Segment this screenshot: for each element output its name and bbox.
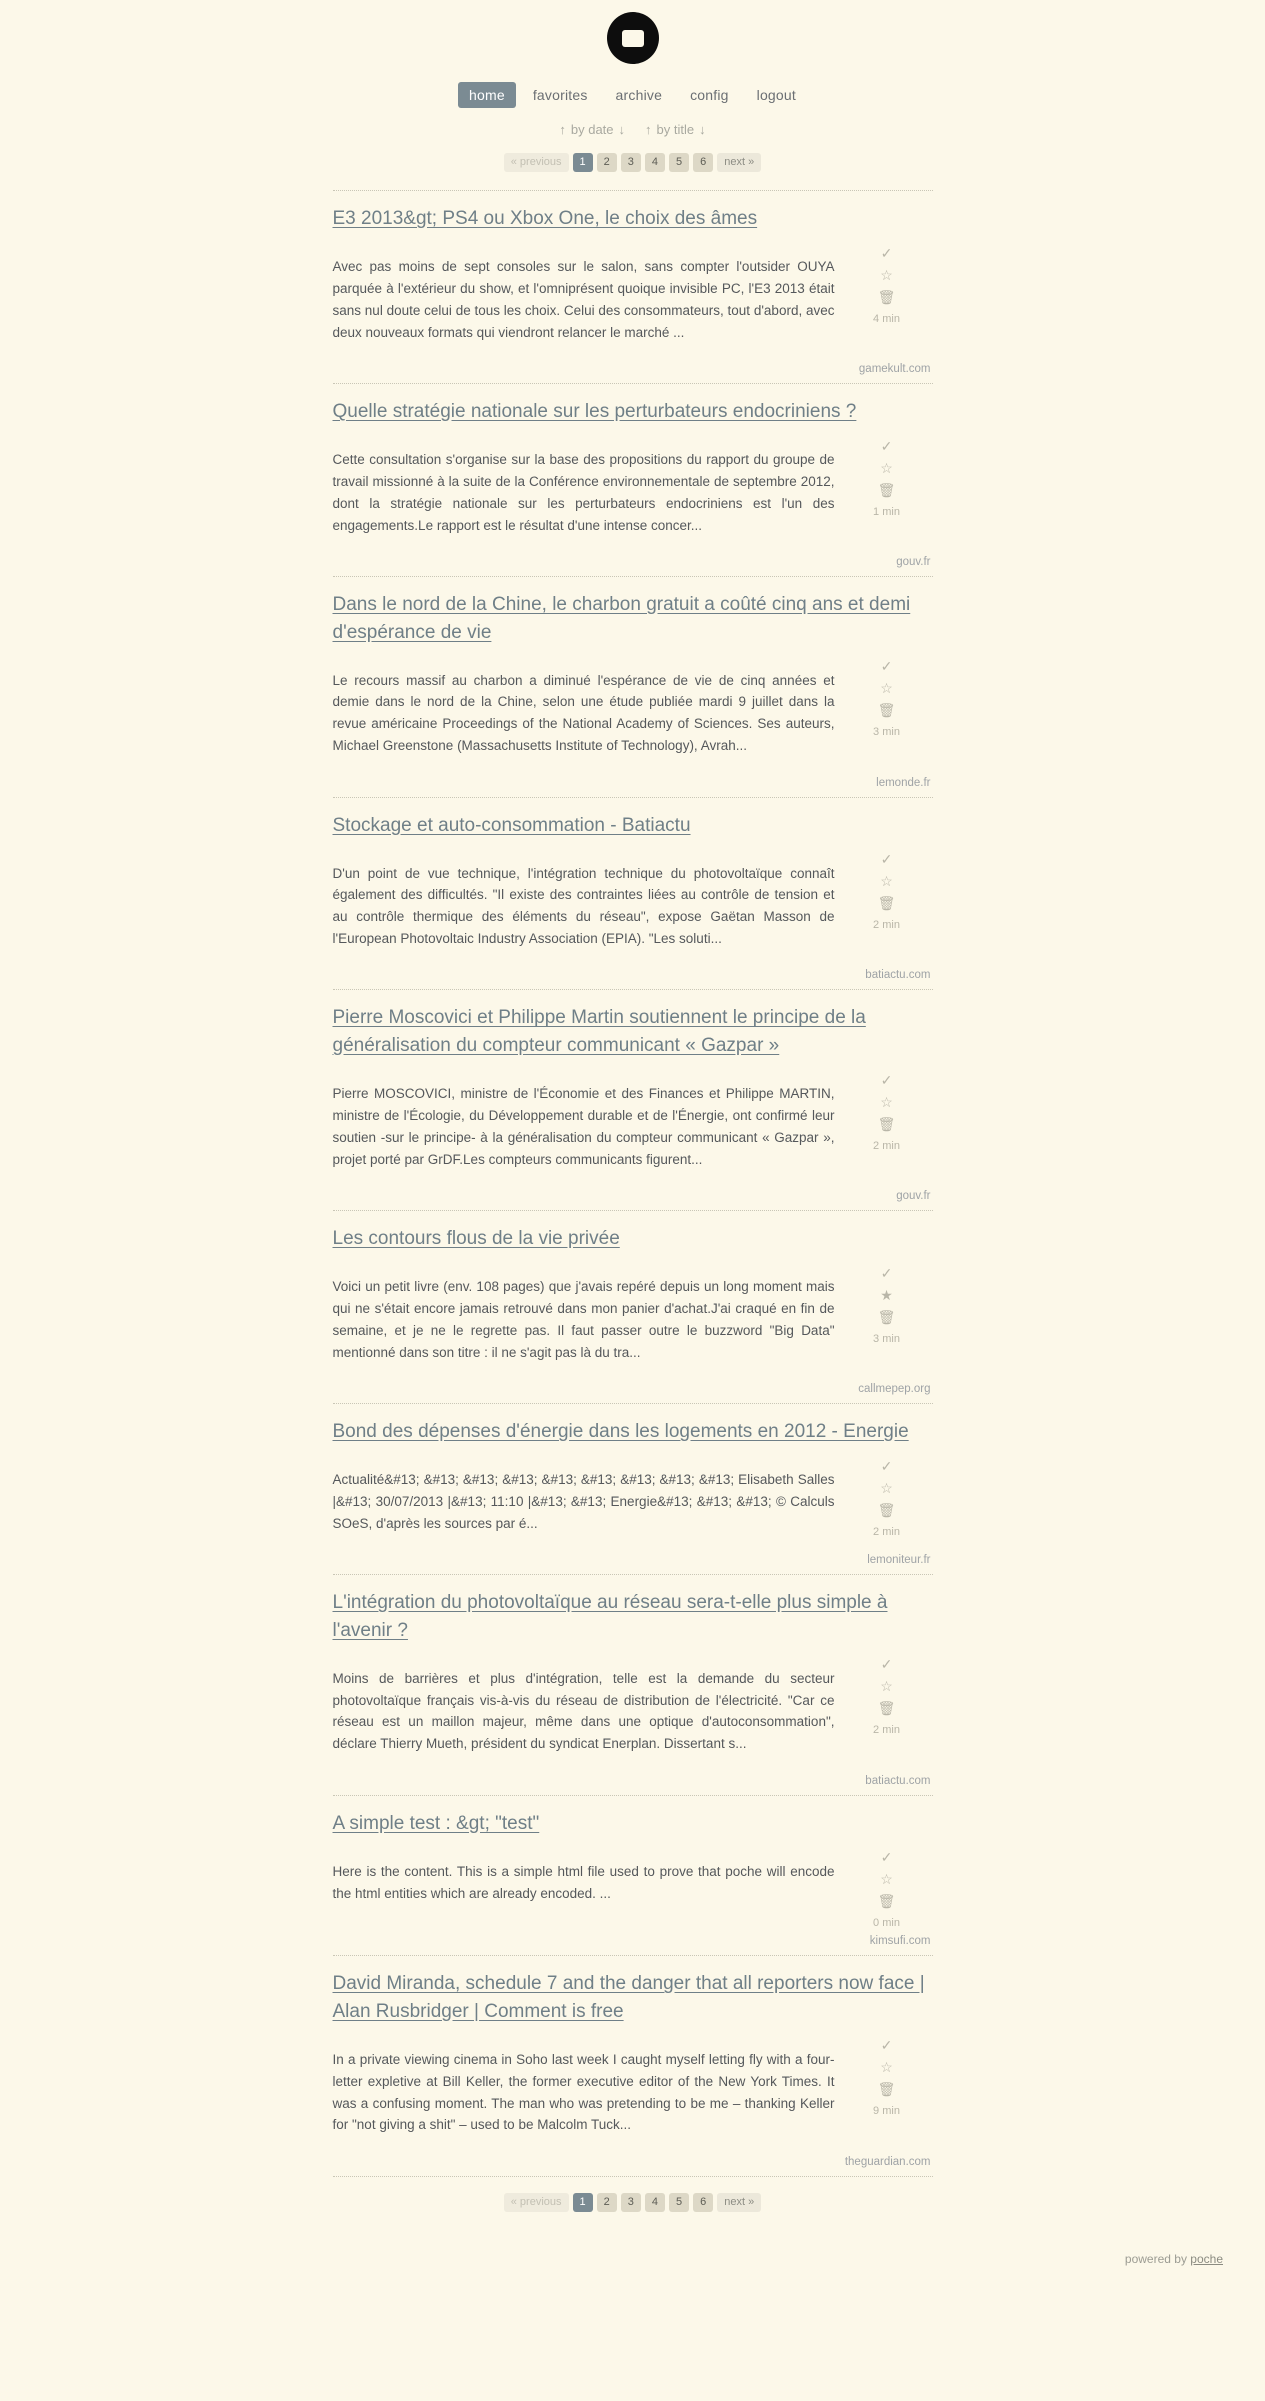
entry-domain: gouv.fr (896, 1190, 931, 1203)
reading-time: 0 min (873, 1917, 900, 1930)
entry-domain: batiactu.com (865, 1774, 931, 1787)
pagination-page-3[interactable]: 3 (621, 153, 641, 172)
entry-excerpt: Cette consultation s'organise sur la base des propositions du rapport du groupe de travail missionné à la suite de la Conférence environnementale de septembre 2012, dont la stratégie nationale sur les perturbateurs endocriniens est l'un des engagements.Le rapport est le résultat d'une intense concer... (332, 452, 835, 533)
entry-domain: kimsufi.com (869, 1935, 931, 1948)
reading-time: 3 min (873, 1332, 900, 1345)
list-item (333, 190, 933, 383)
entry-title-link[interactable]: Bond des dépenses d'énergie dans les logements en 2012 - Energie (332, 1421, 909, 1442)
entry-excerpt: Here is the content. This is a simple html file used to prove that poche will encode the html entities which are already encoded. ... (332, 1863, 835, 1901)
entry-excerpt: Avec pas moins de sept consoles sur le salon, sans compter l'outsider OUYA parquée à l'extérieur du show, et l'omniprésent quoique invisible PC, l'E3 2013 était sans nul doute celui de tous les choix. Celui des consommateurs, tout d'abord, avec deux nouveaux formats qui viendront relancer le marché ... (332, 259, 835, 340)
delete-icon[interactable]: 🗑 (877, 1700, 896, 1717)
entry-list (333, 190, 933, 2176)
entry-excerpt: D'un point de vue technique, l'intégration technique du photovoltaïque connaît également des difficultés. "Il existe des contraintes liées au contrôle de tension et au contrôle thermique des éléments du réseau", expose Gaëtan Masson de l'European Photovoltaic Industry Association (EPIA). "Les soluti... (332, 865, 835, 947)
reading-time: 4 min (873, 312, 900, 325)
delete-icon[interactable]: 🗑 (877, 1893, 896, 1910)
entry-title-link[interactable]: A simple test : &gt; "test" (332, 1812, 540, 1834)
entry-body (333, 1654, 933, 1768)
entry-title (333, 1970, 933, 2025)
pagination-page-2[interactable]: 2 (597, 153, 617, 172)
entry-title-link[interactable]: David Miranda, schedule 7 and the danger that all reporters now face | Alan Rusbridger | Comment is free (332, 1973, 925, 2022)
delete-icon[interactable]: 🗑 (877, 2081, 896, 2098)
list-item (333, 989, 933, 1210)
sort-by-date-group (559, 122, 625, 137)
favorite-icon[interactable]: ☆ (880, 1678, 893, 1695)
delete-icon[interactable]: 🗑 (877, 702, 896, 719)
list-item (333, 576, 933, 797)
list-item (333, 1574, 933, 1795)
entry-title (333, 1418, 933, 1446)
reading-time: 2 min (873, 919, 900, 932)
sort-date-label: by date (570, 122, 614, 137)
sort-controls (0, 122, 1265, 137)
entry-title (333, 1225, 933, 1253)
nav-item-home[interactable]: home (458, 82, 516, 108)
delete-icon[interactable]: 🗑 (877, 1501, 896, 1518)
nav-item-config[interactable]: config (690, 87, 729, 103)
reading-time: 2 min (873, 1139, 900, 1152)
favorite-icon[interactable]: ☆ (880, 873, 893, 890)
mark-read-icon[interactable]: ✓ (880, 1849, 893, 1866)
entry-title-link[interactable]: L'intégration du photovoltaïque au réseau sera-t-elle plus simple à l'avenir ? (332, 1592, 888, 1641)
favorite-icon[interactable]: ☆ (880, 1093, 893, 1110)
entry-body (333, 243, 933, 357)
mark-read-icon[interactable]: ✓ (880, 1264, 893, 1281)
pagination-page-4[interactable]: 4 (645, 153, 665, 172)
delete-icon[interactable]: 🗑 (877, 481, 896, 498)
entry-tools (841, 656, 933, 738)
entry-body (333, 849, 933, 963)
entry-excerpt: Le recours massif au charbon a diminué l'espérance de vie de cinq années et demie dans le nord de la Chine, selon une étude publiée mardi 9 juillet dans la revue américaine Proceedings of the National Academy of Sciences. Ses auteurs, Michael Greenstone (Massachusetts Institute of Technology), Avrah... (332, 672, 835, 754)
reading-time: 1 min (873, 505, 900, 518)
entry-title (333, 398, 933, 426)
mark-read-icon[interactable]: ✓ (880, 851, 893, 868)
favorite-icon[interactable]: ☆ (880, 1871, 893, 1888)
list-item (333, 1955, 933, 2176)
entry-domain: lemonde.fr (876, 776, 931, 789)
entry-domain: callmepep.org (858, 1383, 931, 1395)
pagination-page-5[interactable]: 5 (669, 2193, 689, 2212)
powered-by-label: powered by (1124, 2251, 1187, 2266)
pagination-bottom (333, 2193, 933, 2212)
entry-title-link[interactable]: Quelle stratégie nationale sur les perturbateurs endocriniens ? (332, 400, 857, 422)
main-navigation (0, 82, 1265, 108)
entry-title-link[interactable]: E3 2013&gt; PS4 ou Xbox One, le choix des âmes (332, 208, 758, 229)
entry-tools (841, 436, 933, 518)
pagination-page-1[interactable]: 1 (573, 153, 593, 172)
poche-logo-icon[interactable] (607, 12, 659, 64)
entry-title-link[interactable]: Les contours flous de la vie privée (332, 1228, 620, 1250)
pagination-page-1[interactable]: 1 (573, 2193, 593, 2212)
reading-time: 9 min (873, 2105, 900, 2118)
mark-read-icon[interactable]: ✓ (880, 1457, 893, 1474)
mark-read-icon[interactable]: ✓ (880, 658, 893, 675)
pagination-previous[interactable]: « previous (504, 2193, 569, 2212)
nav-item-favorites[interactable]: favorites (532, 87, 588, 103)
entry-title (333, 812, 933, 840)
entry-body (333, 436, 933, 550)
reading-time: 2 min (873, 1525, 900, 1538)
mark-read-icon[interactable]: ✓ (880, 2037, 893, 2054)
entry-title-link[interactable]: Pierre Moscovici et Philippe Martin soutiennent le principe de la généralisation du compteur communicant « Gazpar » (332, 1007, 866, 1057)
favorite-icon[interactable]: ☆ (880, 2059, 893, 2076)
list-item (333, 383, 933, 576)
entry-domain: theguardian.com (844, 2155, 931, 2168)
entry-title-link[interactable]: Dans le nord de la Chine, le charbon gratuit a coûté cinq ans et demi d'espérance de vie (332, 593, 911, 643)
entry-body (333, 2035, 933, 2149)
poche-link[interactable]: poche (1190, 2251, 1223, 2266)
entry-domain: batiactu.com (865, 969, 931, 982)
entry-tools (841, 1847, 933, 1929)
mark-read-icon[interactable]: ✓ (880, 1656, 893, 1673)
delete-icon[interactable]: 🗑 (877, 895, 896, 912)
entry-tools (841, 1654, 933, 1736)
pagination-next[interactable]: next » (717, 2193, 761, 2212)
entry-body (333, 1456, 933, 1549)
entry-body (333, 1847, 933, 1929)
mark-read-icon[interactable]: ✓ (880, 1071, 893, 1088)
nav-item-archive[interactable]: archive (615, 87, 663, 103)
entry-tools (841, 849, 933, 931)
mark-read-icon[interactable]: ✓ (880, 244, 893, 261)
entry-title (333, 591, 933, 646)
sort-date-asc-icon[interactable]: ↑ (559, 122, 566, 137)
pagination-bottom-wrapper (333, 2176, 933, 2212)
favorite-icon[interactable]: ☆ (880, 266, 893, 283)
sort-date-desc-icon[interactable]: ↓ (618, 122, 626, 137)
pagination-page-3[interactable]: 3 (621, 2193, 641, 2212)
entry-tools (841, 2035, 933, 2117)
entry-tools (841, 243, 933, 325)
sort-title-label: by title (656, 122, 695, 137)
pagination-top (0, 153, 1265, 172)
favorite-icon[interactable]: ☆ (880, 459, 893, 476)
nav-item-logout[interactable]: logout (756, 87, 796, 103)
pagination-page-4[interactable]: 4 (645, 2193, 665, 2212)
entry-domain: gamekult.com (858, 362, 931, 375)
pagination-page-2[interactable]: 2 (597, 2193, 617, 2212)
footer (0, 2212, 1265, 2284)
delete-icon[interactable]: 🗑 (877, 1308, 896, 1325)
favorite-icon[interactable]: ☆ (880, 680, 893, 697)
entry-body (333, 1263, 933, 1377)
entry-tools (841, 1456, 933, 1538)
list-item (333, 1210, 933, 1403)
pagination-page-6[interactable]: 6 (693, 153, 713, 172)
entry-excerpt: Pierre MOSCOVICI, ministre de l'Économie et des Finances et Philippe MARTIN, ministre de l'Écologie, du Développement durable et de l'Énergie, ont confirmé leur soutien -sur le principe- à la généralisation du compteur communicant « Gazpar », projet porté par GrDF.Les compteurs communicants figurent... (332, 1086, 835, 1167)
reading-time: 2 min (873, 1724, 900, 1737)
entry-title-link[interactable]: Stockage et auto-consommation - Batiactu (332, 814, 691, 836)
logo-inner-shape (622, 30, 644, 47)
entry-tools (841, 1070, 933, 1152)
entry-body (333, 656, 933, 770)
logo-container (0, 0, 1265, 64)
sort-title-desc-icon[interactable]: ↓ (699, 122, 706, 137)
entry-excerpt: Moins de barrières et plus d'intégration, telle est la demande du secteur photovoltaïque français vis-à-vis du réseau de distribution de l'électricité. "Car ce réseau est un maillon majeur, même dans une optique d'autoconsommation", déclare Thierry Mueth, président du syndicat Enerplan. Dissertant s... (332, 1670, 835, 1752)
pagination-page-6[interactable]: 6 (693, 2193, 713, 2212)
favorite-icon[interactable]: ☆ (880, 1479, 893, 1496)
list-item (333, 1795, 933, 1956)
entry-title (333, 1810, 933, 1838)
entry-title (333, 1589, 933, 1644)
entry-excerpt: In a private viewing cinema in Soho last week I caught myself letting fly with a four-letter expletive at Bill Keller, the former executive editor of the New York Times. It was a confusing moment. The man who was pretending to be me – thanking Keller for "not giving a shit" – used to be Malcolm Tuck... (332, 2051, 835, 2133)
entry-body (333, 1070, 933, 1184)
entry-tools (841, 1263, 933, 1345)
entry-domain: gouv.fr (896, 555, 931, 568)
entry-title (333, 1004, 933, 1059)
entry-excerpt: Actualité&#13; &#13; &#13; &#13; &#13; &#13; &#13; &#13; &#13; Elisabeth Salles |&#13; 30/07/2013 |&#13; 11:10 |&#13; &#13; Energie&#13; &#13; &#13; © Calculs SOeS, d'après les sources par é... (332, 1472, 835, 1531)
delete-icon[interactable]: 🗑 (877, 1115, 896, 1132)
list-item (333, 1403, 933, 1574)
entry-domain: lemoniteur.fr (867, 1554, 931, 1567)
favorite-icon[interactable]: ★ (880, 1286, 893, 1303)
list-item (333, 797, 933, 990)
reading-time: 3 min (873, 726, 900, 739)
sort-title-asc-icon[interactable]: ↑ (645, 122, 652, 137)
delete-icon[interactable]: 🗑 (877, 288, 896, 305)
pagination-next[interactable]: next » (717, 153, 761, 172)
mark-read-icon[interactable]: ✓ (880, 437, 893, 454)
pagination-page-5[interactable]: 5 (669, 153, 689, 172)
sort-by-title-group (645, 122, 706, 137)
entry-title (333, 205, 933, 233)
entry-excerpt: Voici un petit livre (env. 108 pages) que j'avais repéré depuis un long moment mais qui ne s'était encore jamais retrouvé dans mon panier d'achat.J'ai craqué en fin de semaine, et je ne le regrette pas. Il faut passer outre le buzzword "Big Data" mentionné dans son titre : il ne s'agit pas là du tra... (332, 1279, 835, 1360)
pagination-previous[interactable]: « previous (504, 153, 569, 172)
